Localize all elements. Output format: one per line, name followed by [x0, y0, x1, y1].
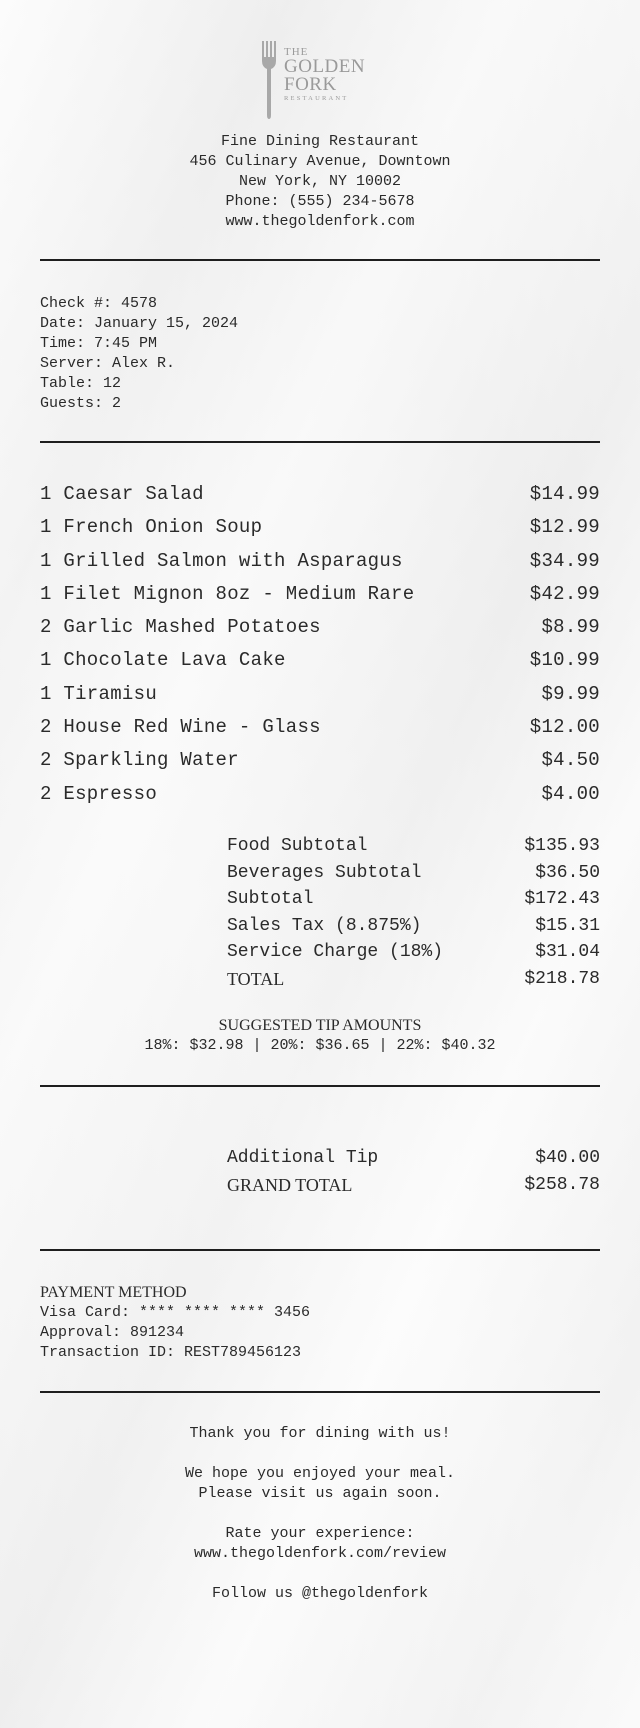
suggested-tips-amounts: 18%: $32.98 | 20%: $36.65 | 22%: $40.32 [144, 1037, 496, 1054]
restaurant-logo [260, 41, 390, 119]
item-price: $12.99 [529, 516, 600, 539]
logo-subtitle: RESTAURANT [284, 95, 349, 102]
line-item [40, 545, 600, 578]
total-value: $36.50 [535, 862, 600, 883]
item-price: $10.99 [529, 649, 600, 672]
payment-card: Visa Card: **** **** **** 3456 [40, 1304, 311, 1321]
total-row-food-subtotal [227, 833, 600, 860]
divider [40, 1249, 600, 1251]
item-description: 2 Espresso [40, 782, 158, 805]
total-row-beverages-subtotal [227, 860, 600, 887]
logo-name-line1: GOLDEN [284, 56, 366, 77]
item-description: 1 Chocolate Lava Cake [40, 649, 286, 672]
line-item [40, 711, 600, 744]
logo-wordmark [284, 47, 365, 103]
city: New York, NY 10002 [238, 173, 402, 190]
item-description: 1 Tiramisu [40, 682, 158, 705]
line-items [40, 478, 600, 811]
item-description: 1 Filet Mignon 8oz - Medium Rare [40, 582, 415, 605]
item-description: 2 Garlic Mashed Potatoes [40, 616, 321, 639]
divider [40, 1085, 600, 1087]
total-label: Food Subtotal [227, 836, 368, 856]
address: 456 Culinary Avenue, Downtown [189, 153, 451, 170]
suggested-tips-title: SUGGESTED TIP AMOUNTS [218, 1017, 422, 1034]
additional-tip-value: $40.00 [535, 1148, 600, 1168]
item-description: 1 Grilled Salmon with Asparagus [40, 549, 403, 572]
fork-icon [260, 41, 278, 119]
line-item [40, 578, 600, 611]
item-price: $42.99 [529, 582, 600, 605]
total-label: Subtotal [227, 889, 314, 909]
check-date: Date: January 15, 2024 [40, 315, 239, 332]
line-item [40, 511, 600, 544]
total-label: TOTAL [227, 968, 285, 989]
check-table: Table: 12 [40, 375, 122, 392]
total-label: Sales Tax (8.875%) [227, 915, 422, 936]
check-number: Check #: 4578 [40, 295, 158, 312]
line-item [40, 478, 600, 511]
total-row-sales-tax [227, 913, 600, 940]
payment-transaction-id: Transaction ID: REST789456123 [40, 1344, 302, 1361]
payment-method [40, 1283, 310, 1363]
tagline: Fine Dining Restaurant [220, 133, 420, 150]
total-value: $218.78 [524, 968, 600, 989]
grand-total-value: $258.78 [524, 1175, 600, 1195]
divider [40, 441, 600, 443]
logo-name-line2: FORK [284, 74, 337, 95]
item-price: $8.99 [541, 616, 600, 639]
total-row-service-charge [227, 939, 600, 966]
restaurant-info [40, 132, 600, 232]
line-item [40, 744, 600, 777]
line-item [40, 778, 600, 811]
grand-total-label: GRAND TOTAL [227, 1175, 353, 1195]
grand-totals [227, 1145, 600, 1199]
website: www.thegoldenfork.com [225, 213, 415, 230]
item-description: 2 Sparkling Water [40, 749, 239, 772]
total-row-subtotal [227, 886, 600, 913]
item-description: 1 French Onion Soup [40, 516, 263, 539]
divider [40, 1391, 600, 1393]
check-guests: Guests: 2 [40, 395, 122, 412]
check-server: Server: Alex R. [40, 355, 176, 372]
suggested-tips [40, 1016, 600, 1056]
rate-prompt: Rate your experience: [225, 1525, 415, 1542]
item-price: $4.50 [541, 749, 600, 772]
item-description: 1 Caesar Salad [40, 483, 204, 505]
total-row-total [227, 966, 600, 993]
payment-title: PAYMENT METHOD [40, 1284, 187, 1301]
item-price: $4.00 [541, 782, 600, 805]
receipt-footer [40, 1424, 600, 1604]
payment-approval: Approval: 891234 [40, 1324, 185, 1341]
visit-message: Please visit us again soon. [198, 1485, 442, 1502]
total-value: $172.43 [524, 889, 600, 909]
line-item [40, 611, 600, 644]
total-value: $135.93 [524, 836, 600, 856]
total-label: Service Charge (18%) [227, 942, 444, 962]
divider [40, 259, 600, 261]
item-price: $14.99 [529, 483, 600, 505]
additional-tip-row [227, 1145, 600, 1172]
social-handle: Follow us @thegoldenfork [211, 1585, 429, 1602]
check-info [40, 294, 238, 414]
item-description: 2 House Red Wine - Glass [40, 716, 321, 739]
item-price: $12.00 [529, 716, 600, 739]
item-price: $9.99 [541, 682, 600, 705]
total-value: $15.31 [535, 915, 600, 936]
total-value: $31.04 [535, 942, 600, 962]
phone: Phone: (555) 234-5678 [225, 193, 415, 210]
additional-tip-label: Additional Tip [227, 1148, 379, 1168]
hope-message: We hope you enjoyed your meal. [184, 1465, 456, 1482]
total-label: Beverages Subtotal [227, 862, 422, 883]
totals [227, 833, 600, 992]
line-item [40, 678, 600, 711]
grand-total-row [227, 1172, 600, 1199]
check-time: Time: 7:45 PM [40, 335, 158, 352]
logo-the: THE [284, 46, 309, 58]
thank-you-message: Thank you for dining with us! [189, 1425, 451, 1442]
review-url: www.thegoldenfork.com/review [193, 1545, 447, 1562]
item-price: $34.99 [529, 549, 600, 572]
line-item [40, 644, 600, 677]
